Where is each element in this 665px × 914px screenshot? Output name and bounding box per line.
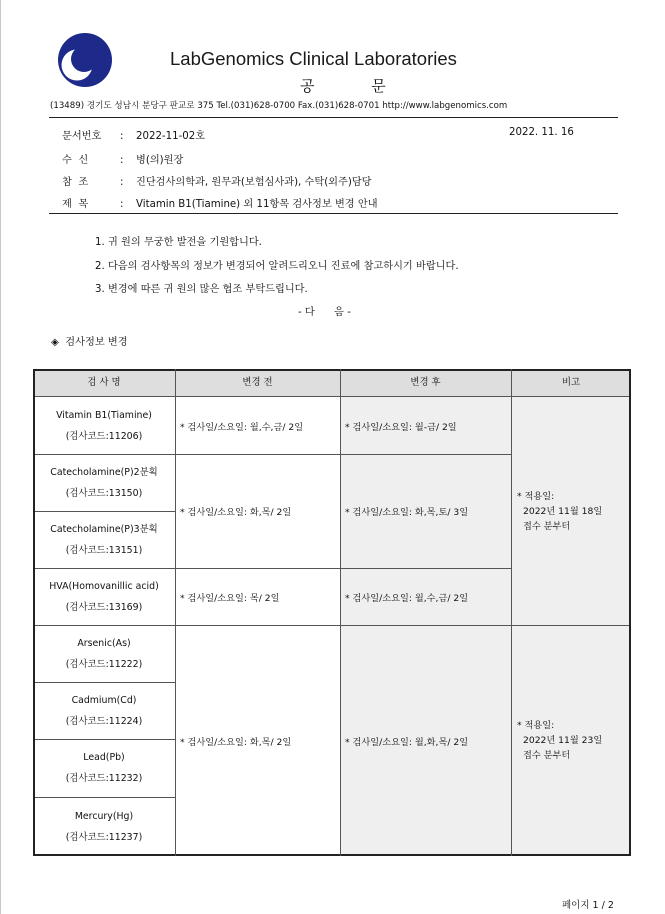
table-rule [33,739,175,740]
test-name: Catecholamine(P)2분획 [50,466,158,478]
note-line: * 적용일: [517,490,555,502]
subject-row [62,195,378,210]
company-name: LabGenomics Clinical Laboratories [170,48,457,69]
after-value: * 검사일/소요일: 화,목,토/ 3일 [340,454,511,568]
test-code: (검사코드:11222) [65,658,143,670]
header-after: 변경 후 [340,369,511,397]
test-name: Lead(Pb) [83,752,125,763]
before-value: * 검사일/소요일: 목/ 2일 [180,592,280,604]
test-code: (검사코드:13150) [65,487,143,499]
document-date: 2022. 11. 16 [509,127,574,138]
test-name: Arsenic(As) [77,637,131,649]
test-code: (검사코드:11224) [65,715,143,727]
test-name: HVA(Homovanillic acid) [49,580,159,592]
test-cell [33,397,175,454]
table-rule [33,797,175,798]
test-cell [33,625,175,682]
header-note: 비고 [511,369,631,397]
note-line: 접수 분부터 [523,520,571,532]
note-cell [511,397,631,625]
reference-label: 참 조 [62,177,89,188]
page-number: 페이지 1 / 2 [562,900,614,911]
reference-row [62,173,372,188]
test-code: (검사코드:13151) [65,544,143,556]
body-item: 2. 다음의 검사항목의 정보가 변경되어 알려드리오니 진료에 참고하시기 바랍니다. [95,261,459,272]
header-test-name: 검 사 명 [33,369,175,397]
test-code: (검사코드:11232) [65,773,143,784]
table-rule [33,454,511,455]
test-name: Cadmium(Cd) [71,694,137,706]
doc-number-row [62,127,205,142]
recipient-label: 수 신 [62,155,89,166]
note-line: 접수 분부터 [523,750,571,761]
subject: Vitamin B1(Tiamine) 외 11항목 검사정보 변경 안내 [136,199,378,210]
section-title: ◈ 검사정보 변경 [51,337,128,348]
test-code: (검사코드:11237) [65,831,143,843]
colon: : [120,177,124,188]
document-type-title: 공 문 [300,77,412,95]
table-border [33,369,35,856]
table-rule [33,511,175,512]
after-value: * 검사일/소요일: 월,화,목/ 2일 [340,625,511,856]
change-table [33,369,631,856]
colon: : [120,199,124,210]
before-value: * 검사일/소요일: 화,목/ 2일 [180,507,292,518]
header-rule [49,117,618,118]
test-cell [33,568,175,625]
table-rule [175,369,176,856]
table-rule [340,369,341,856]
colon: : [120,131,124,142]
table-rule [33,625,631,626]
header-before: 변경 전 [175,369,340,397]
note-line: 2022년 11월 18일 [523,505,603,517]
test-cell [33,454,175,511]
meta-rule [49,213,618,214]
recipient-row [62,151,183,166]
subject-label: 제 목 [62,199,89,210]
note-cell [511,625,631,856]
test-name: Vitamin B1(Tiamine) [56,409,152,421]
before-value: * 검사일/소요일: 화,목/ 2일 [180,736,292,748]
note-line: * 적용일: [517,720,555,731]
table-rule [33,396,631,397]
test-cell [33,682,175,739]
dahum-marker: - 다 음 - [298,307,351,318]
test-cell [33,739,175,797]
table-rule [33,682,175,683]
after-value: * 검사일/소요일: 월,수,금/ 2일 [340,568,511,625]
table-border [33,369,631,371]
test-code: (검사코드:13169) [65,601,143,613]
body-item: 1. 귀 원의 무궁한 발전을 기원합니다. [95,237,262,248]
reference: 진단검사의학과, 원무과(보험심사과), 수탁(외주)담당 [136,177,372,188]
table-rule [33,568,511,569]
doc-number: 2022-11-02호 [136,131,206,142]
labgenomics-logo [57,32,113,88]
company-address: (13489) 경기도 성남시 분당구 판교로 375 Tel.(031)628-0700 Fax.(031)628-0701 http://www.labgenomics.com [50,101,508,111]
doc-number-label: 문서번호 [62,131,102,142]
table-border [629,369,631,856]
table-border [33,854,631,856]
note-line: 2022년 11월 23일 [523,735,603,746]
table-rule [511,369,512,856]
test-name: Catecholamine(P)3분획 [50,523,158,535]
test-code: (검사코드:11206) [65,430,143,442]
before-value: * 검사일/소요일: 월,수,금/ 2일 [180,421,304,433]
colon: : [120,155,124,166]
after-value: * 검사일/소요일: 월-금/ 2일 [340,397,511,454]
test-cell [33,797,175,856]
test-name: Mercury(Hg) [74,810,134,822]
test-cell [33,511,175,568]
recipient: 병(의)원장 [136,155,184,166]
page-edge [0,0,1,914]
body-item: 3. 변경에 따른 귀 원의 많은 협조 부탁드립니다. [95,284,308,295]
